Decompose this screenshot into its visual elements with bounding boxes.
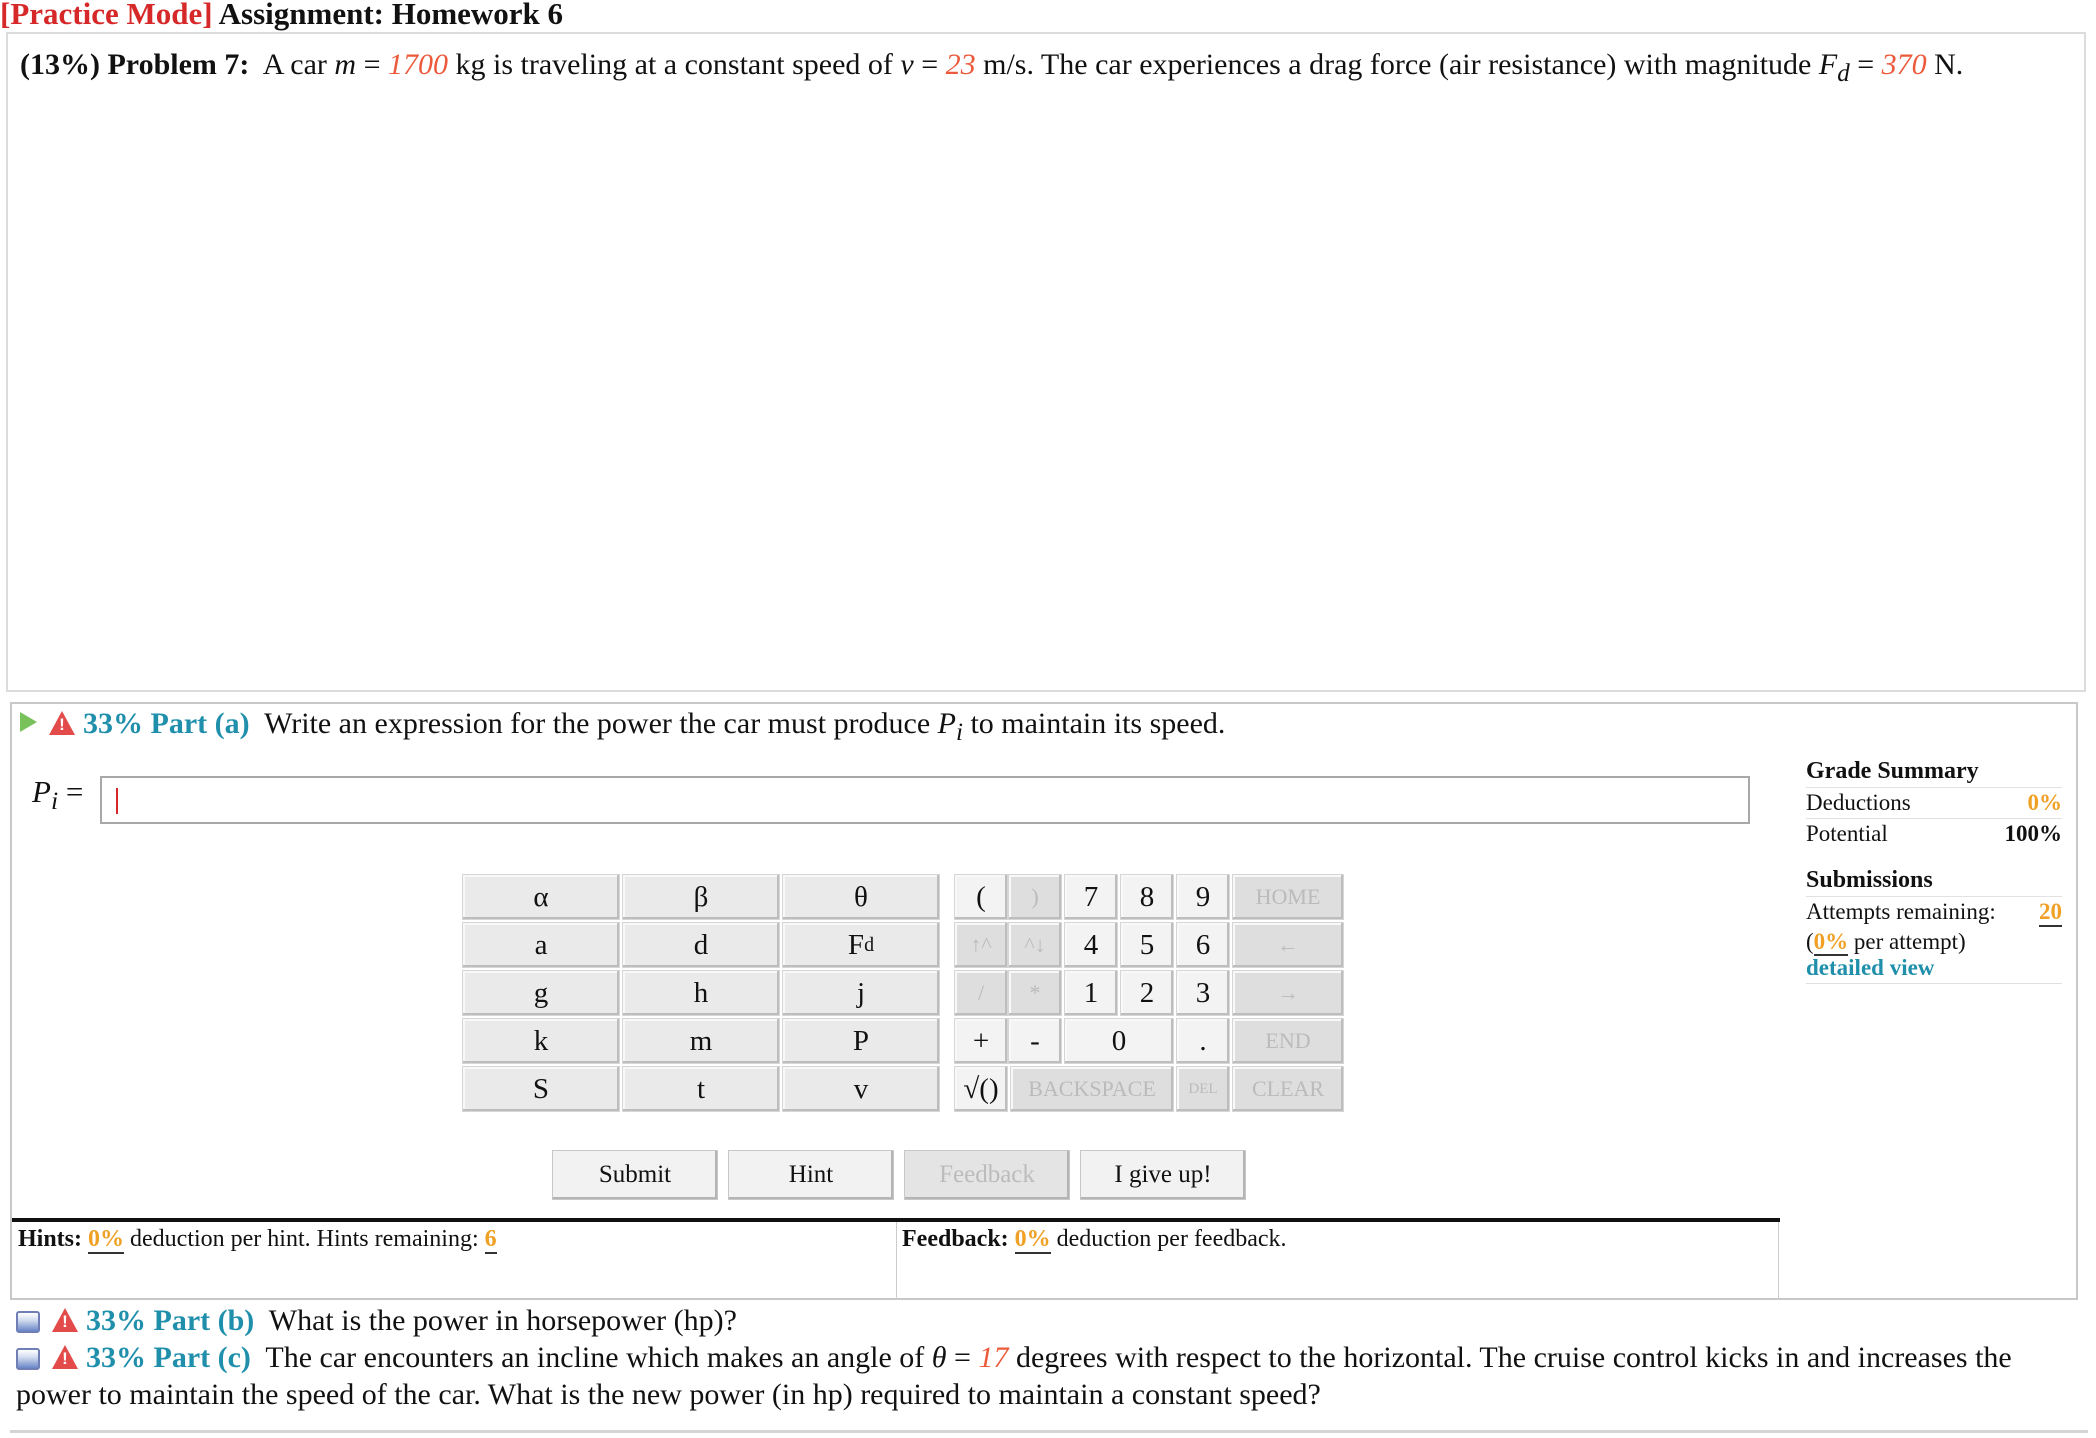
other-parts: [16, 1302, 2086, 1413]
key-g[interactable]: g: [462, 970, 620, 1016]
answer-label: [32, 774, 83, 816]
part-b-label[interactable]: 33% Part (b): [86, 1304, 255, 1337]
part-c-question-2: degrees with respect to the horizontal. The cruise control kicks in and increases the power to maintain the speed of the car. What is the new power (in hp) required to maintain a constant speed?: [16, 1341, 2012, 1411]
key-m[interactable]: m: [622, 1018, 780, 1064]
equals-sign: =: [363, 48, 381, 81]
speed-value: 23: [945, 48, 976, 81]
per-attempt-open: (: [1806, 929, 1814, 954]
deductions-value: 0%: [2027, 790, 2062, 815]
hints-separator: [896, 1222, 897, 1300]
symbol-keypad: [462, 874, 1347, 1106]
practice-mode-label: [Practice Mode]: [0, 0, 213, 31]
key-h[interactable]: h: [622, 970, 780, 1016]
part-c-row: !33% Part (c) The car encounters an incline which makes an angle of θ = 17 degrees with respect to the horizontal. The cruise control kicks in and increases the power to maintain the speed of the car. What is the new power (in hp) required to maintain a constant speed?: [16, 1339, 2086, 1413]
part-a-question: Write an expression for the power the car must produce: [264, 707, 931, 740]
key-beta[interactable]: β: [622, 874, 780, 920]
deductions-row: [1806, 787, 2062, 818]
bottom-divider: [10, 1430, 2088, 1433]
key-open-paren[interactable]: (: [954, 874, 1008, 920]
key-home[interactable]: HOME: [1232, 874, 1344, 920]
per-attempt-value: 0%: [1813, 929, 1849, 954]
equals-sign: =: [921, 48, 939, 81]
key-sqrt[interactable]: √(): [954, 1066, 1008, 1112]
key-fd[interactable]: [782, 922, 940, 968]
part-a-panel: [10, 702, 2078, 1300]
problem-text-4: N.: [1934, 48, 1964, 81]
give-up-button[interactable]: I give up!: [1080, 1150, 1246, 1200]
problem-text-2: kg is traveling at a constant speed of: [455, 48, 893, 81]
hints-remaining: 6: [484, 1226, 497, 1252]
grade-summary-title: Grade Summary: [1806, 758, 1979, 784]
key-multiply[interactable]: *: [1008, 970, 1062, 1016]
potential-value: 100%: [2004, 821, 2062, 846]
collapsed-part-icon[interactable]: [16, 1311, 40, 1333]
key-6[interactable]: 6: [1176, 922, 1230, 968]
problem-panel: [6, 32, 2086, 692]
key-minus[interactable]: -: [1008, 1018, 1062, 1064]
text-caret: [116, 788, 118, 814]
drag-value: 370: [1881, 48, 1927, 81]
key-v[interactable]: v: [782, 1066, 940, 1112]
drag-symbol: F: [1818, 48, 1838, 81]
attempts-label: Attempts remaining:: [1806, 899, 1996, 924]
feedback-label: Feedback:: [902, 1226, 1009, 1252]
key-t[interactable]: t: [622, 1066, 780, 1112]
key-j[interactable]: j: [782, 970, 940, 1016]
problem-label: Problem 7:: [107, 48, 250, 81]
answer-equals: =: [65, 774, 84, 809]
feedback-info: [902, 1226, 1287, 1253]
key-plus[interactable]: +: [954, 1018, 1008, 1064]
problem-statement: [20, 44, 2070, 95]
speed-symbol: v: [900, 48, 914, 81]
potential-label: Potential: [1806, 821, 1888, 846]
key-clear[interactable]: CLEAR: [1232, 1066, 1344, 1112]
submissions-title: Submissions: [1806, 867, 1933, 893]
hints-label: Hints:: [18, 1226, 83, 1252]
answer-input[interactable]: [100, 776, 1750, 824]
key-right-arrow[interactable]: →: [1232, 970, 1344, 1016]
grade-summary: [1806, 758, 2062, 984]
key-left-arrow[interactable]: ←: [1232, 922, 1344, 968]
hints-info: [18, 1226, 497, 1253]
key-decimal[interactable]: .: [1176, 1018, 1230, 1064]
key-k[interactable]: k: [462, 1018, 620, 1064]
hints-feedback-area: [12, 1218, 1780, 1300]
part-a-header: [20, 707, 1225, 747]
problem-text-1: A car: [262, 48, 327, 81]
answer-symbol: P: [32, 774, 51, 809]
key-s[interactable]: S: [462, 1066, 620, 1112]
problem-text-3: m/s. The car experiences a drag force (air resistance) with magnitude: [983, 48, 1812, 81]
expand-play-icon[interactable]: [20, 712, 37, 732]
part-a-question-end: to maintain its speed.: [970, 707, 1226, 740]
key-9[interactable]: 9: [1176, 874, 1230, 920]
hints-text: deduction per hint. Hints remaining:: [130, 1226, 479, 1252]
problem-weight: (13%): [20, 48, 100, 81]
assignment-header: [0, 0, 563, 32]
key-end[interactable]: END: [1232, 1018, 1344, 1064]
warning-icon: [49, 711, 75, 735]
attempts-value: 20: [2039, 899, 2062, 927]
per-attempt-row: [1806, 929, 2062, 955]
key-4[interactable]: 4: [1064, 922, 1118, 968]
key-theta[interactable]: θ: [782, 874, 940, 920]
theta-symbol: θ: [931, 1341, 947, 1374]
key-del[interactable]: DEL: [1176, 1066, 1230, 1112]
per-attempt-label: per attempt): [1853, 929, 1966, 954]
deductions-label: Deductions: [1806, 790, 1911, 815]
part-b-row: [16, 1302, 2086, 1339]
feedback-deduction: 0%: [1014, 1226, 1051, 1252]
key-fd-subscript: d: [864, 933, 875, 956]
part-a-label: 33% Part (a): [83, 707, 250, 740]
collapsed-part-icon[interactable]: [16, 1348, 40, 1370]
key-8[interactable]: 8: [1120, 874, 1174, 920]
key-divide[interactable]: /: [954, 970, 1008, 1016]
key-7[interactable]: 7: [1064, 874, 1118, 920]
key-close-paren[interactable]: ): [1008, 874, 1062, 920]
key-alpha[interactable]: α: [462, 874, 620, 920]
attempts-row: [1806, 896, 2062, 929]
potential-row: [1806, 818, 2062, 849]
key-backspace[interactable]: BACKSPACE: [1010, 1066, 1174, 1112]
feedback-button[interactable]: Feedback: [904, 1150, 1070, 1200]
mass-value: 1700: [388, 48, 448, 81]
theta-value: 17: [978, 1341, 1009, 1374]
key-d[interactable]: d: [622, 922, 780, 968]
key-up-power[interactable]: ↑^: [954, 922, 1008, 968]
hint-button[interactable]: Hint: [728, 1150, 894, 1200]
key-a[interactable]: a: [462, 922, 620, 968]
equals-sign: =: [1857, 48, 1875, 81]
key-0[interactable]: 0: [1064, 1018, 1174, 1064]
key-2[interactable]: 2: [1120, 970, 1174, 1016]
warning-icon: [52, 1345, 78, 1369]
part-c-label[interactable]: 33% Part (c): [86, 1341, 251, 1374]
answer-subscript: i: [50, 786, 59, 816]
detailed-view-link[interactable]: detailed view: [1806, 955, 2062, 984]
feedback-separator: [1778, 1222, 1779, 1300]
hints-deduction: 0%: [88, 1226, 125, 1252]
key-1[interactable]: 1: [1064, 970, 1118, 1016]
key-fd-base: F: [847, 928, 865, 961]
key-5[interactable]: 5: [1120, 922, 1174, 968]
warning-icon: [52, 1308, 78, 1332]
assignment-title: Assignment: Homework 6: [218, 0, 564, 31]
key-3[interactable]: 3: [1176, 970, 1230, 1016]
feedback-text: deduction per feedback.: [1056, 1226, 1287, 1252]
power-subscript: i: [955, 719, 963, 746]
power-symbol: P: [937, 707, 956, 740]
key-down-power[interactable]: ^↓: [1008, 922, 1062, 968]
part-b-question: What is the power in horsepower (hp)?: [268, 1304, 737, 1337]
part-c-question-1: The car encounters an incline which makes an angle of: [265, 1341, 925, 1374]
mass-symbol: m: [334, 48, 357, 81]
drag-subscript: d: [1837, 60, 1850, 87]
key-p[interactable]: P: [782, 1018, 940, 1064]
submit-button[interactable]: Submit: [552, 1150, 718, 1200]
